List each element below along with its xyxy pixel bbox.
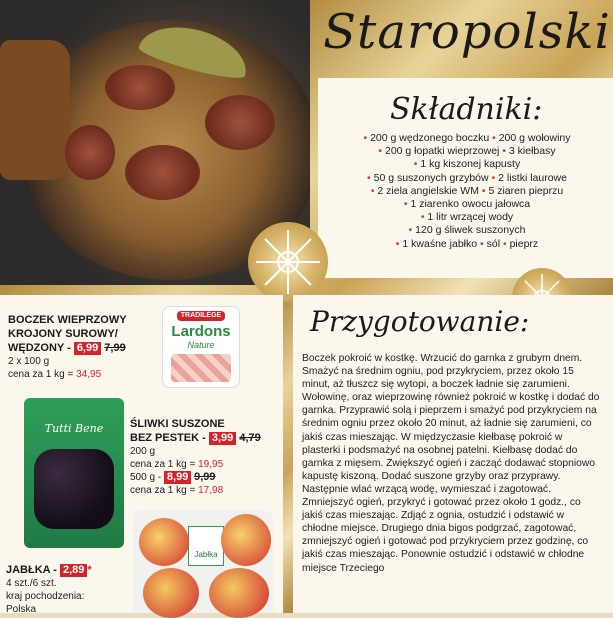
ingredient-line — [322, 211, 612, 224]
recipe-title: Staropolski — [323, 4, 611, 60]
alt-price-badge: 8,99 — [164, 471, 191, 484]
bullet-icon: • — [420, 211, 428, 224]
ingredients-heading: Składniki: — [390, 92, 543, 127]
apple — [221, 514, 271, 566]
ingredient-item: 1 litr wrzącej wody — [427, 211, 514, 224]
apple — [209, 568, 269, 618]
brand-logo: Tutti Bene — [44, 422, 104, 435]
price-badge: 2,89 — [60, 564, 87, 577]
apples-package — [133, 510, 273, 613]
ingredient-line — [322, 238, 612, 251]
package-title: Lardons — [171, 323, 231, 340]
old-price: 7,99 — [104, 342, 126, 354]
ingredient-line — [322, 198, 612, 211]
product-name: BOCZEK WIEPRZOWY KROJONY SUROWY/ WĘDZONY - 6,99 7,99 — [8, 314, 127, 354]
ingredient-item: 3 kiełbasy — [508, 145, 556, 158]
bullet-icon: • — [395, 237, 403, 250]
ingredient-item: 5 ziaren pieprzu — [488, 184, 564, 197]
unit-price: cena za 1 kg = 34,95 — [8, 369, 102, 380]
ingredient-item: 1 kg kiszonej kapusty — [420, 158, 521, 171]
bullet-icon: • — [481, 184, 489, 197]
preparation-heading: Przygotowanie: — [310, 305, 530, 338]
brand-logo: TRADILÈGE — [177, 311, 225, 321]
product-name: JABŁKA - 2,89 * — [6, 564, 92, 576]
sausage-slice — [65, 125, 115, 180]
bullet-icon: • — [367, 171, 374, 184]
origin-label: kraj pochodzenia: — [6, 591, 85, 602]
ingredient-item: 200 g łopatki wieprzowej — [384, 145, 500, 158]
bullet-icon: • — [378, 145, 385, 158]
sausage-slice — [125, 145, 200, 200]
alt-pack: 500 g - 8,99 9,99 — [130, 471, 216, 483]
product-bacon — [8, 313, 158, 381]
apple — [139, 518, 189, 566]
ingredient-line — [322, 158, 612, 171]
ingredient-line — [322, 185, 612, 198]
pack-size: 200 g — [130, 446, 156, 457]
ingredient-item: pieprz — [509, 237, 539, 250]
bread-slice — [0, 40, 70, 180]
pack-size: 4 szt./6 szt. — [6, 578, 57, 589]
sausage-slice — [205, 95, 275, 150]
bullet-icon: • — [502, 237, 510, 250]
prunes-window — [34, 449, 114, 529]
ingredient-item: 2 listki laurowe — [498, 171, 567, 184]
ingredient-item: 1 ziarenko owocu jałowca — [410, 198, 531, 211]
bullet-icon: • — [413, 158, 421, 171]
old-price: 4,79 — [239, 432, 261, 444]
unit-price: cena za 1 kg = 19,95 — [130, 459, 224, 470]
bullet-icon: • — [491, 171, 499, 184]
snowflake-ornament-icon — [248, 222, 328, 302]
bullet-icon: • — [480, 237, 487, 250]
ingredient-line — [322, 145, 612, 158]
prunes-package — [24, 398, 124, 548]
price-badge: 6,99 — [74, 342, 101, 355]
product-prunes — [130, 417, 280, 497]
bacon-cubes — [171, 354, 231, 382]
apple — [143, 568, 199, 618]
bullet-icon: • — [502, 145, 509, 158]
ingredient-line — [322, 224, 612, 237]
product-name: ŚLIWKI SUSZONE BEZ PESTEK - 3,99 4,79 — [130, 418, 261, 444]
bullet-icon: • — [408, 224, 416, 237]
bullet-icon: • — [492, 132, 499, 144]
ingredients-list — [322, 132, 612, 251]
alt-unit-price: cena za 1 kg = 17,98 — [130, 485, 224, 496]
origin: Polska — [6, 604, 37, 615]
package-label: Jabłka — [188, 526, 224, 566]
preparation-text: Boczek pokroić w kostkę. Wrzucić do garnka z grubym dnem. Smażyć na średnim ogniu, pod przykryciem, przez około 15 minut, aż tłuszcz się wytopi, a boczek ładnie się zarumieni. Wołowinę, oraz wieprzowinę również pokroić w kostkę i dodać do garnka. Przyprawić solą i pieprzem i smażyć pod przykryciem na średnim ogniu przez około 20 minut, aż ładnie się zarumieni, co jakiś czas mieszając. W międzyczasie kiełbasę pokroić w plasterki i podsmażyć na osobnej patelni. Kiełbasę dodać do garnka z mięsem. Zwiększyć ogień i zacząć dodawać stopniowo kapustę kiszoną. Dodać suszone grzyby oraz przyprawy. Następnie wlać wrzącą wodę, wymieszać i zagotować. Zmniejszyć ogień, przykryć i gotować przez około 1 godz., co jakiś czas mieszając. Zdjąć z ognia, ostudzić i odstawić w chłodne miejsce. Drugiego dnia bigos podgrzać, zagotować, zmniejszyć ogień i gotować pod przykryciem przez godzinę, co jakiś czas mieszając. Ponownie ostudzić i odstawić w chłodne miejsce Trzeciego — [302, 353, 600, 574]
bullet-icon: • — [363, 132, 371, 144]
ingredient-line — [322, 172, 612, 185]
product-apples — [6, 563, 131, 616]
sausage-slice — [105, 65, 175, 110]
package-subtitle: Nature — [187, 340, 215, 350]
ingredient-item: 120 g śliwek suszonych — [415, 224, 526, 237]
bullet-icon: • — [403, 198, 411, 211]
ingredient-item: 2 ziela angielskie WM — [377, 184, 479, 197]
ingredient-item: 50 g suszonych grzybów — [373, 171, 489, 184]
lardons-package — [162, 306, 240, 388]
ingredient-item: sól — [486, 237, 501, 250]
ingredient-item: 200 g wędzonego boczku — [370, 132, 490, 144]
ingredient-item: 1 kwaśne jabłko — [402, 237, 478, 250]
ingredient-item: 200 g wołowiny — [498, 132, 571, 144]
price-badge: 3,99 — [209, 432, 236, 445]
pack-size: 2 x 100 g — [8, 356, 50, 367]
ingredient-line — [322, 132, 612, 145]
bullet-icon: • — [370, 184, 378, 197]
